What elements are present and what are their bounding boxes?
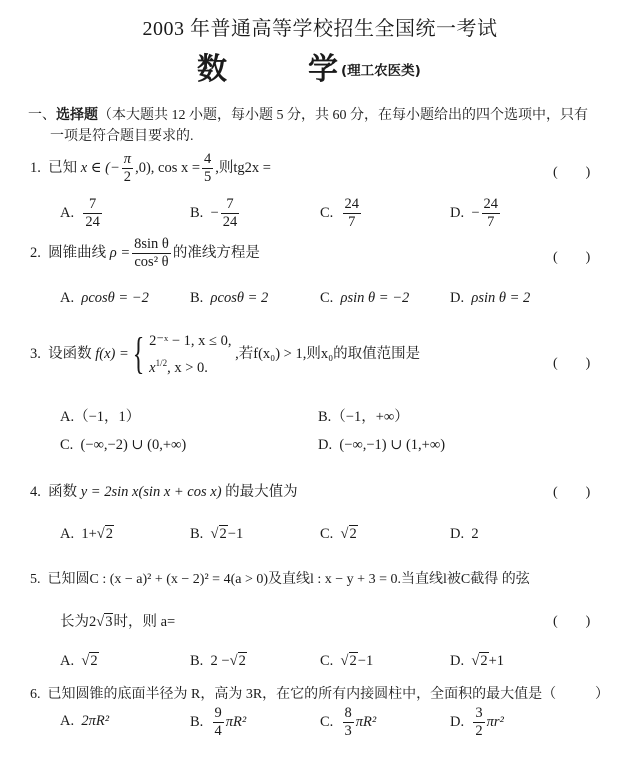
question-1-option-c: C. $\frac{24}{7}$ [320, 196, 360, 230]
math-expr: ,0), cos x = [135, 159, 201, 176]
math-expr: x ∈ (− [80, 159, 120, 176]
question-4-option-d: D. 2 [450, 526, 479, 542]
question-6-option-c: C. $\frac{8}{3}$ πR² [320, 705, 377, 739]
question-1-stem [30, 151, 271, 186]
piecewise-cases: 2⁻ˣ − 1, x ≤ 0, $x^{1/2}$, x > 0. [149, 333, 232, 376]
section-name: 选择题 [56, 107, 98, 123]
subject-note: (理工农医类) [341, 63, 421, 79]
answer-paren-5: ( ) [553, 614, 591, 629]
question-3-option-c: C. (−∞,−2) ∪ (0,+∞) [60, 437, 187, 453]
section-instructions: （本大题共 12 小题，每小题 5 分，共 60 分，在每小题给出的四个选项中，只有 [98, 108, 588, 123]
question-3-option-a: A.（−1，1） [60, 409, 141, 425]
answer-paren-2: ( ) [553, 250, 591, 265]
left-brace: { [133, 329, 145, 379]
question-number: 1. [30, 159, 41, 176]
question-1-option-b: B. − $\frac{7}{24}$ [190, 196, 238, 230]
question-4-stem: 4. 函数 y = 2sin x(sin x + cos x) 的最大值为 [30, 484, 298, 500]
section-label: 一、 [28, 108, 56, 123]
question-6-stem: 6. 已知圆锥的底面半径为 R，高为 3R，在它的所有内接圆柱中，全面积的最大值是（ [30, 687, 557, 702]
section-instructions-cont: 一项是符合题目要求的. [50, 129, 194, 144]
question-5-option-a: A. √2 [60, 653, 98, 669]
fraction: $\frac{\text{8sin θ}}{\text{cos² θ}}$ [134, 236, 169, 270]
question-2-option-a: A. ρcosθ = −2 [60, 290, 149, 306]
subject-char-1: 数 [197, 52, 227, 87]
question-5-stem-line2: 长为2√3时，则 a= [60, 614, 176, 630]
question-4-option-c: C. √2 [320, 526, 357, 542]
answer-paren-3: ( ) [553, 356, 591, 371]
question-4-option-a: A. 1+√2 [60, 526, 114, 542]
question-1-option-d: D. − $\frac{24}{7}$ [450, 196, 499, 230]
section-heading [28, 104, 588, 127]
answer-paren-4: ( ) [553, 485, 591, 500]
subject-char-2: 学 [308, 52, 338, 87]
question-3-option-b: B.（−1，+∞） [318, 409, 409, 425]
answer-paren-1: ( ) [553, 165, 591, 180]
question-5-option-b: B. 2 −√2 [190, 653, 246, 669]
stem-text: ,则tg2x = [215, 159, 271, 176]
question-2-stem: 2. 圆锥曲线 ρ = $\frac{\text{8sin θ}}{\text{cos² θ}}$ 的准线方程是 [30, 236, 260, 270]
question-5-option-c: C. √2−1 [320, 653, 374, 669]
answer-paren-6: ） [595, 687, 609, 702]
question-6-option-b: B. $\frac{9}{4}$ πR² [190, 705, 247, 739]
question-6-option-d: D. $\frac{3}{2}$ πr² [450, 705, 504, 739]
question-4-option-b: B. √2−1 [190, 526, 244, 542]
fraction: $\frac{4}{5}$ [204, 151, 212, 185]
question-2-option-b: B. ρcosθ = 2 [190, 290, 269, 306]
fraction: $\frac{\pi}{2}$ [123, 151, 132, 185]
question-5-option-d: D. √2+1 [450, 653, 505, 669]
question-5-stem-line1: 5. 已知圆C : (x − a)² + (x − 2)² = 4(a > 0)及直线l : x − y + 3 = 0.当直线l被C截得 的弦 [30, 572, 530, 587]
question-3-option-d: D. (−∞,−1) ∪ (1,+∞) [318, 437, 446, 453]
question-1-option-a: A. $\frac{7}{24}$ [60, 196, 100, 230]
stem-text: 已知 [48, 159, 78, 176]
exam-title: 2003 年普通高等学校招生全国统一考试 [142, 18, 498, 40]
question-3-stem: 3. 设函数 f(x) = { 2⁻ˣ − 1, x ≤ 0, $x^{1/2}$, x > 0. ,若f(x₀) > 1,则x₀的取值范围是 [30, 329, 421, 379]
question-2-option-d: D. ρsin θ = 2 [450, 290, 531, 306]
question-2-option-c: C. ρsin θ = −2 [320, 290, 410, 306]
question-6-option-a: A. 2πR² [60, 713, 110, 729]
